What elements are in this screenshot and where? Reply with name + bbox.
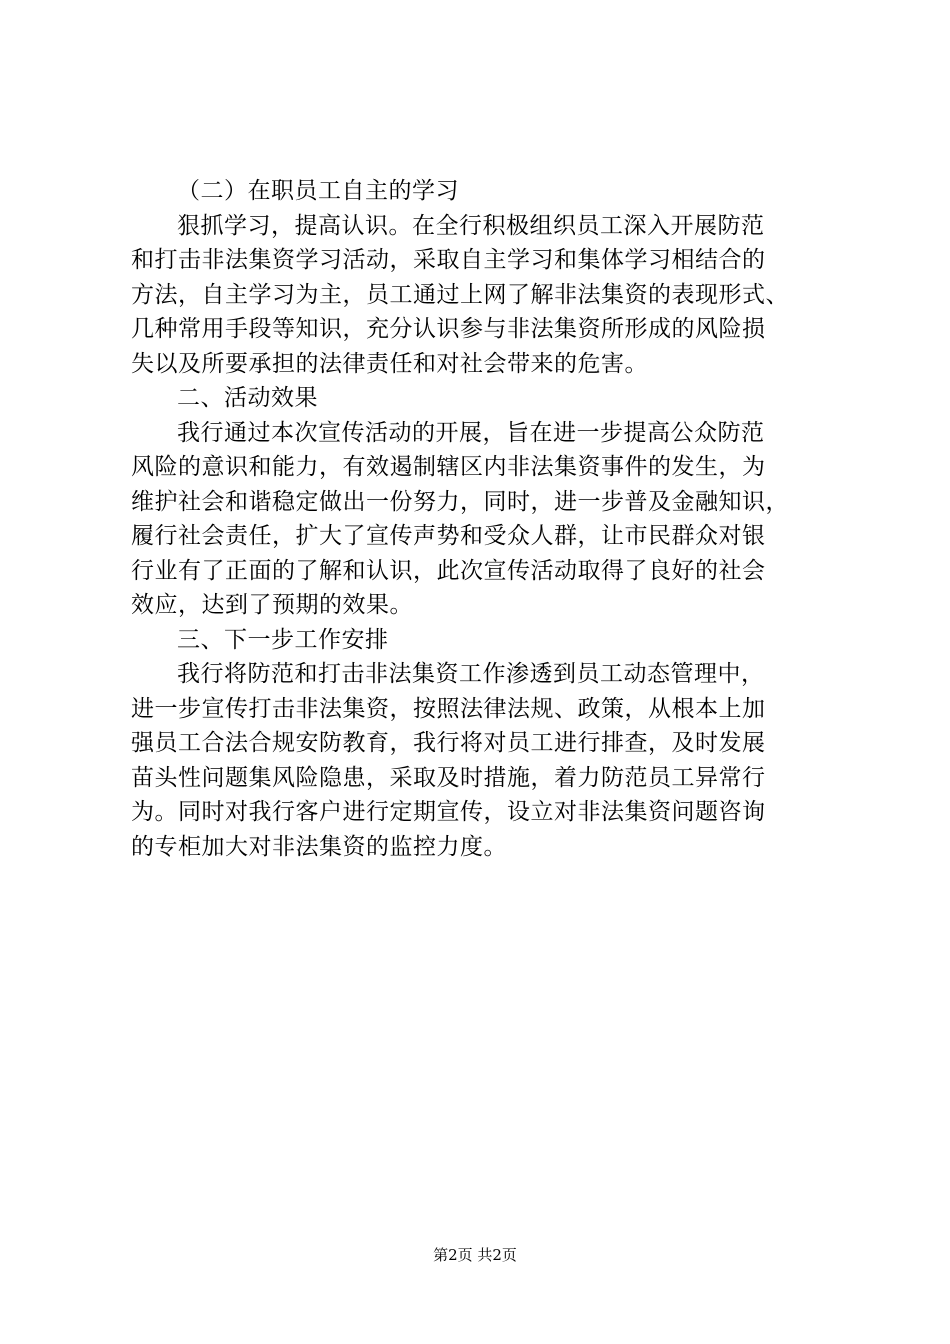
paragraph-line: 几种常用手段等知识，充分认识参与非法集资所形成的风险损 (131, 316, 766, 342)
paragraph-line: 风险的意识和能力，有效遏制辖区内非法集资事件的发生，为 (131, 454, 766, 480)
section-heading-effects: 二、活动效果 (177, 385, 318, 411)
paragraph-line: 效应，达到了预期的效果。 (131, 592, 413, 618)
page-number-footer: 第2页 共2页 (433, 1246, 517, 1264)
paragraph-line: 的专柜加大对非法集资的监控力度。 (131, 833, 507, 860)
paragraph-line: 和打击非法集资学习活动，采取自主学习和集体学习相结合的 (131, 247, 766, 273)
paragraph-line: 为。同时对我行客户进行定期宣传，设立对非法集资问题咨询 (131, 799, 766, 825)
paragraph-line: 强员工合法合规安防教育，我行将对员工进行排查，及时发展 (131, 730, 766, 756)
paragraph-line: 履行社会责任，扩大了宣传声势和受众人群，让市民群众对银 (131, 523, 766, 549)
paragraph-line: 进一步宣传打击非法集资，按照法律法规、政策，从根本上加 (131, 695, 766, 722)
paragraph-line: 失以及所要承担的法律责任和对社会带来的危害。 (131, 350, 648, 377)
paragraph-line: 我行将防范和打击非法集资工作渗透到员工动态管理中， (177, 661, 765, 687)
section-heading-next-steps: 三、下一步工作安排 (177, 626, 389, 653)
document-body (131, 174, 831, 864)
paragraph-line: 维护社会和谐稳定做出一份努力，同时，进一步普及金融知识， (131, 488, 789, 515)
paragraph-line: 行业有了正面的了解和认识，此次宣传活动取得了良好的社会 (131, 557, 766, 584)
paragraph-line: 狠抓学习，提高认识。在全行积极组织员工深入开展防范 (177, 212, 765, 239)
paragraph-line: 我行通过本次宣传活动的开展，旨在进一步提高公众防范 (177, 419, 765, 446)
paragraph-line: 方法，自主学习为主，员工通过上网了解非法集资的表现形式、 (131, 281, 789, 308)
section-heading-self-study: （二）在职员工自主的学习 (177, 178, 459, 204)
paragraph-line: 苗头性问题集风险隐患，采取及时措施，着力防范员工异常行 (131, 764, 766, 791)
